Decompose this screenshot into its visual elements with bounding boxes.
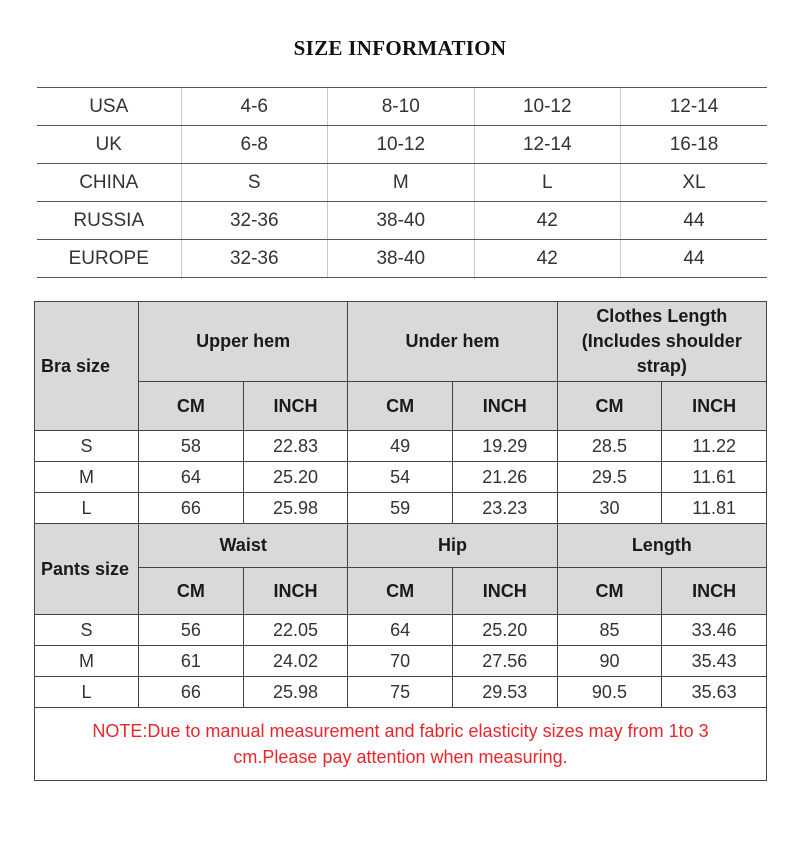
table-cell: 30 [557,493,662,524]
table-cell: 10-12 [328,126,475,164]
table-row [37,164,767,202]
unit-header: INCH [452,568,557,615]
table-cell: 29.53 [452,677,557,708]
table-cell: 12-14 [621,88,768,126]
unit-header: INCH [243,568,348,615]
table-cell: 23.23 [452,493,557,524]
table-cell: 35.43 [662,646,767,677]
table-cell: 4-6 [181,88,328,126]
unit-header: INCH [662,568,767,615]
table-cell: 8-10 [328,88,475,126]
table-cell: 61 [139,646,244,677]
table-cell: S [181,164,328,202]
table-header-row [35,302,767,382]
table-cell: 11.22 [662,431,767,462]
table-cell: 21.26 [452,462,557,493]
table-cell: 25.20 [243,462,348,493]
waist-header: Waist [139,524,348,568]
region-label: RUSSIA [37,202,181,240]
table-cell: 42 [474,202,621,240]
table-cell: 44 [621,202,768,240]
table-cell: 32-36 [181,202,328,240]
table-cell: 66 [139,677,244,708]
unit-header: INCH [243,382,348,431]
unit-header: INCH [452,382,557,431]
table-cell: 11.81 [662,493,767,524]
table-cell: 70 [348,646,453,677]
region-label: UK [37,126,181,164]
table-cell: 11.61 [662,462,767,493]
unit-header: CM [139,568,244,615]
page-title: SIZE INFORMATION [293,36,507,60]
size-conversion-table [37,87,767,278]
pants-size-header: Pants size [35,524,139,615]
size-label: S [35,615,139,646]
size-label: S [35,431,139,462]
table-cell: 28.5 [557,431,662,462]
table-cell: 35.63 [662,677,767,708]
table-cell: 12-14 [474,126,621,164]
table-cell: 29.5 [557,462,662,493]
region-label: CHINA [37,164,181,202]
table-cell: 19.29 [452,431,557,462]
unit-header: CM [348,568,453,615]
region-label: EUROPE [37,240,181,278]
hip-header: Hip [348,524,557,568]
under-hem-header: Under hem [348,302,557,382]
table-cell: 38-40 [328,202,475,240]
table-cell: M [328,164,475,202]
table-row [37,88,767,126]
unit-header: CM [557,382,662,431]
table-row [35,646,767,677]
clothes-length-header: Clothes Length (Includes shoulder strap) [557,302,766,382]
note-row [35,708,767,781]
table-row [37,202,767,240]
table-cell: 64 [348,615,453,646]
measurement-note: NOTE:Due to manual measurement and fabric elasticity sizes may from 1to 3 cm.Please pay attention when measuring. [35,708,767,781]
upper-hem-header: Upper hem [139,302,348,382]
table-cell: 38-40 [328,240,475,278]
table-row [35,677,767,708]
unit-header: CM [557,568,662,615]
table-cell: 42 [474,240,621,278]
table-cell: 44 [621,240,768,278]
table-header-row [35,524,767,568]
table-cell: 16-18 [621,126,768,164]
table-cell: 64 [139,462,244,493]
table-cell: L [474,164,621,202]
length-header: Length [557,524,766,568]
table-cell: 90.5 [557,677,662,708]
table-row [35,462,767,493]
table-row [35,493,767,524]
table-cell: 25.20 [452,615,557,646]
unit-header: INCH [662,382,767,431]
table-cell: 32-36 [181,240,328,278]
table-cell: 54 [348,462,453,493]
size-label: L [35,677,139,708]
table-row [37,240,767,278]
table-cell: 75 [348,677,453,708]
table-cell: 49 [348,431,453,462]
table-row [35,615,767,646]
table-cell: 27.56 [452,646,557,677]
table-cell: 22.83 [243,431,348,462]
table-row [37,126,767,164]
table-cell: 25.98 [243,677,348,708]
table-cell: 56 [139,615,244,646]
table-cell: 6-8 [181,126,328,164]
size-label: M [35,462,139,493]
table-cell: 25.98 [243,493,348,524]
unit-header-row [35,382,767,431]
table-cell: 10-12 [474,88,621,126]
table-cell: 66 [139,493,244,524]
table-cell: 58 [139,431,244,462]
table-cell: 24.02 [243,646,348,677]
table-cell: XL [621,164,768,202]
size-label: M [35,646,139,677]
unit-header-row [35,568,767,615]
table-row [35,431,767,462]
unit-header: CM [348,382,453,431]
table-cell: 59 [348,493,453,524]
measurement-table [34,301,767,781]
table-cell: 90 [557,646,662,677]
table-cell: 85 [557,615,662,646]
size-label: L [35,493,139,524]
region-label: USA [37,88,181,126]
unit-header: CM [139,382,244,431]
bra-size-header: Bra size [35,302,139,431]
table-cell: 22.05 [243,615,348,646]
table-cell: 33.46 [662,615,767,646]
